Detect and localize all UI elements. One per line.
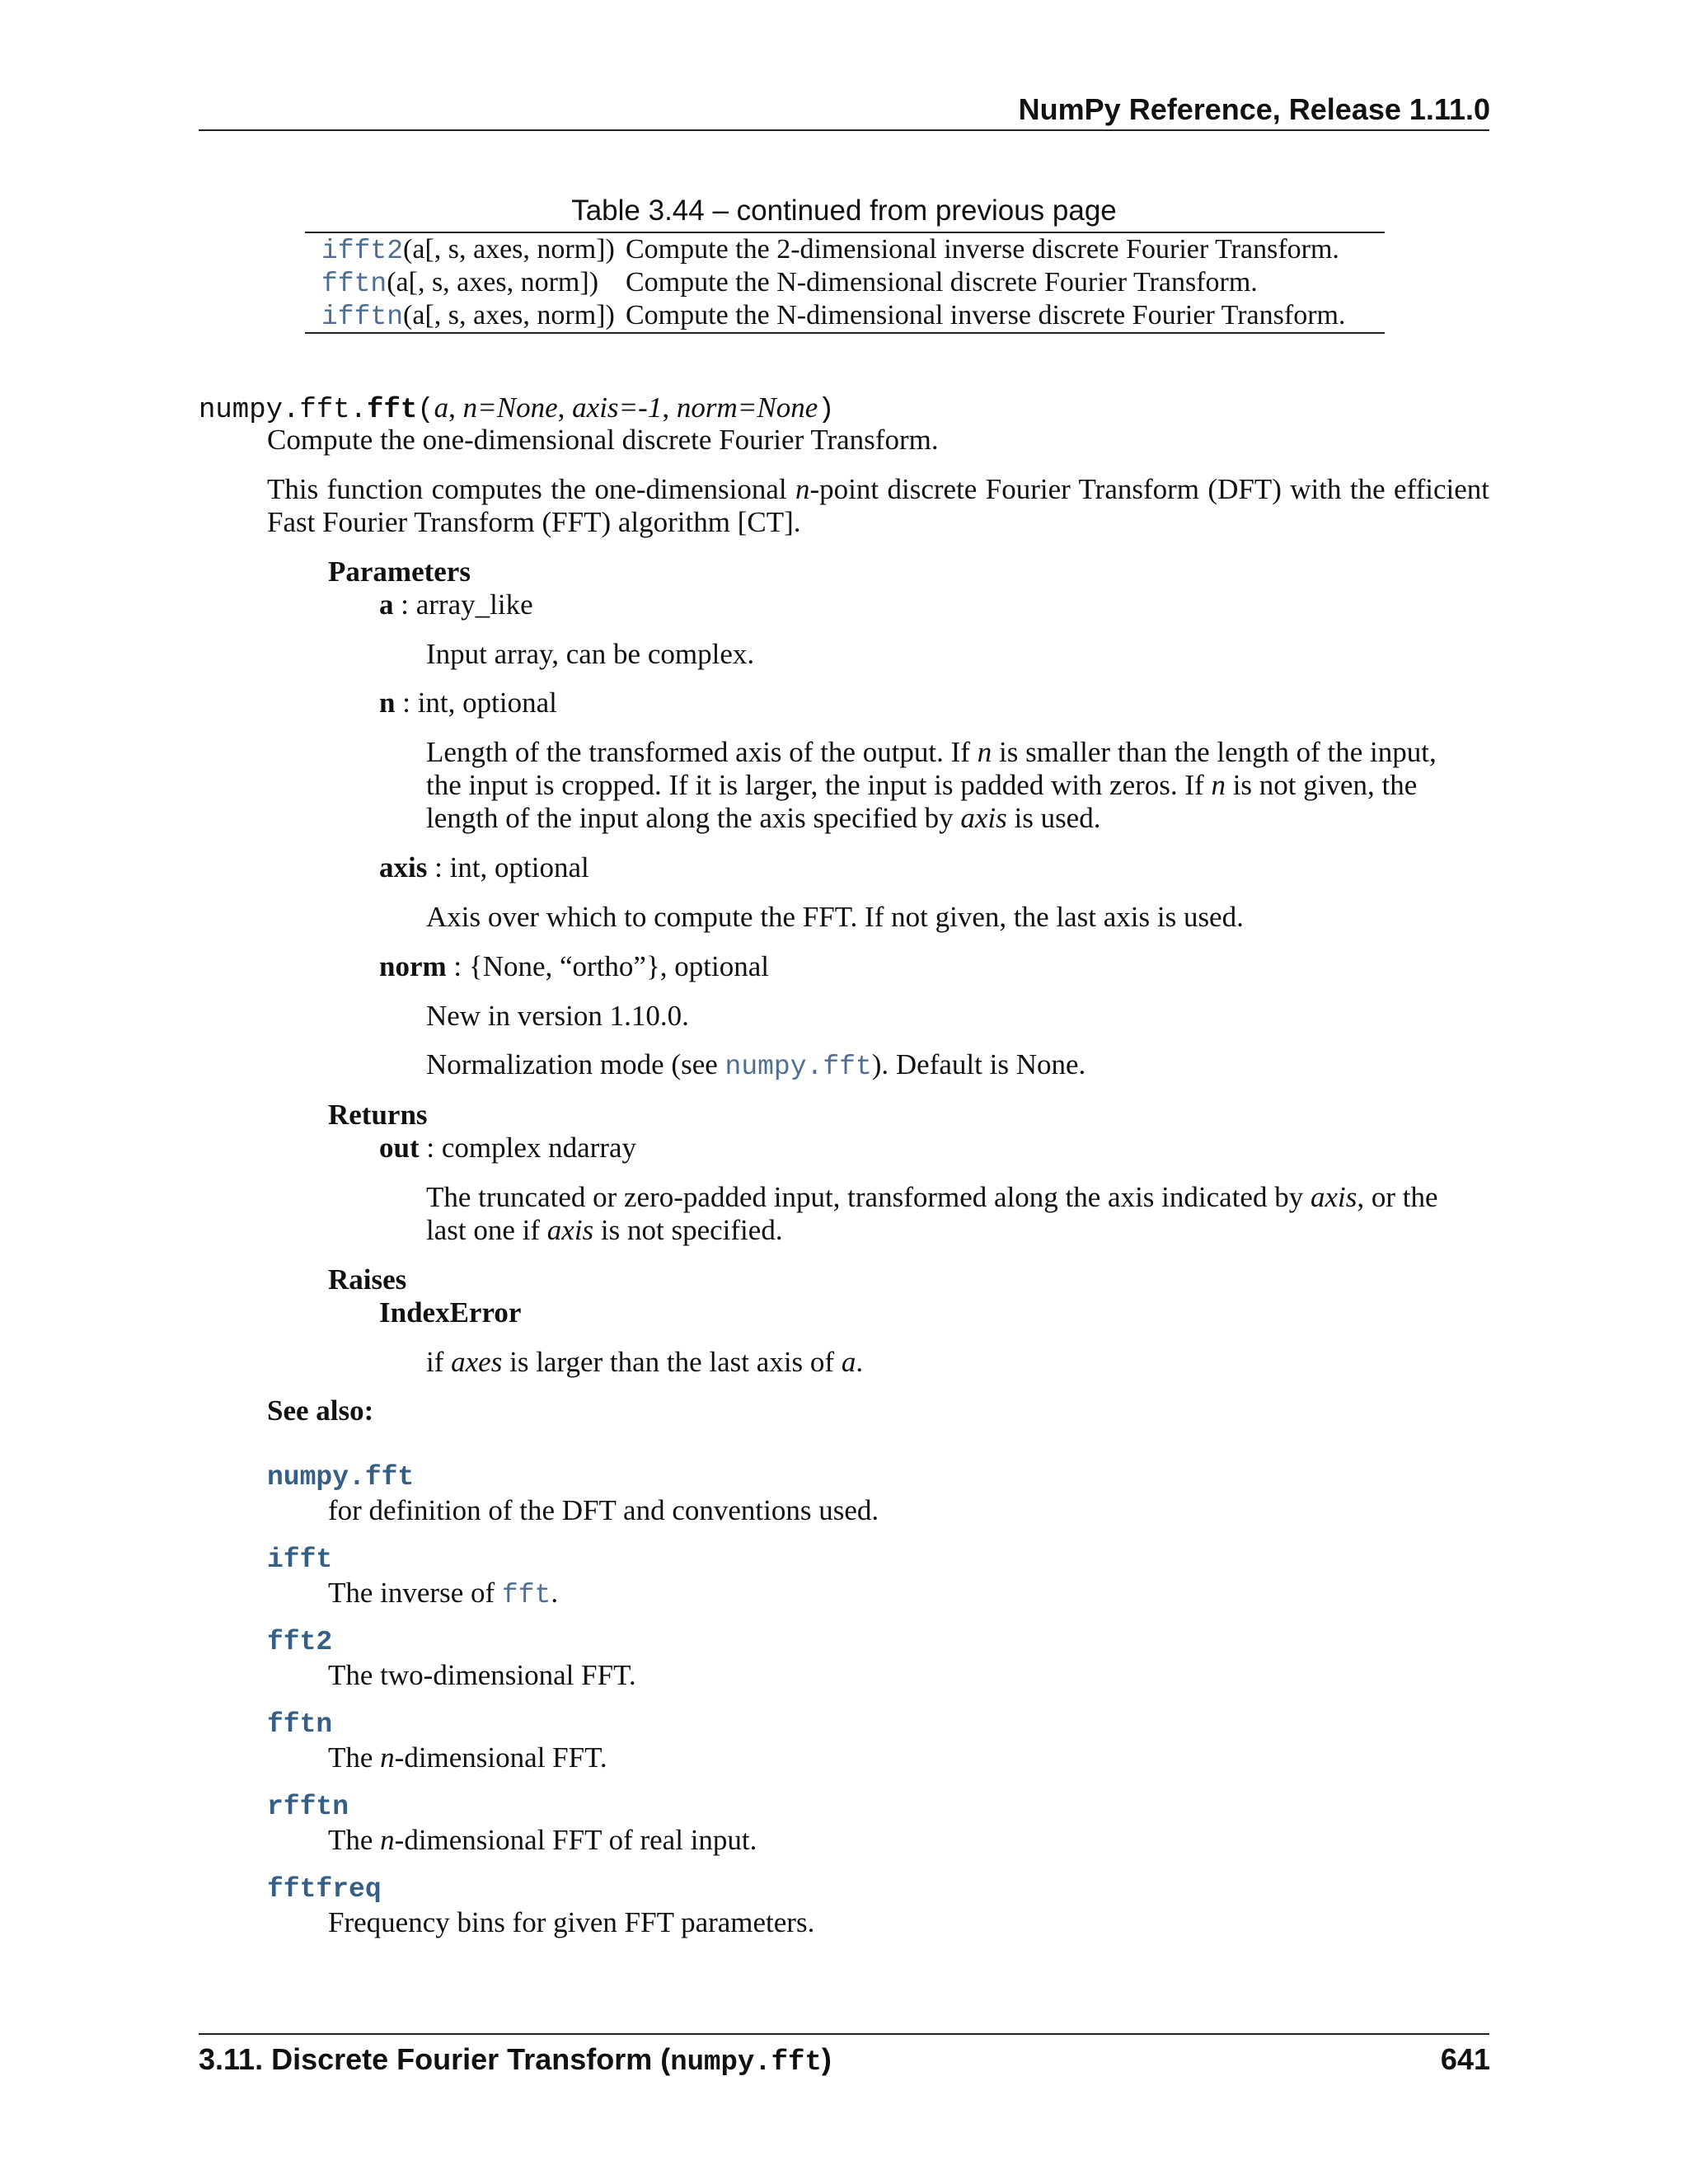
desc-line <box>426 1181 1438 1214</box>
table-cell-function <box>305 266 626 299</box>
desc-text: Normalization mode (see <box>426 1048 725 1080</box>
table-caption: Table 3.44 – continued from previous page <box>571 194 1117 227</box>
param-n-entry <box>379 687 557 719</box>
footer-code: numpy.fft <box>670 2047 822 2079</box>
close-paren: ) <box>818 395 835 426</box>
desc-text: last one if <box>426 1214 547 1246</box>
desc-text: . <box>856 1346 864 1378</box>
table-cell-function <box>305 233 626 266</box>
desc-text: This function computes the one-dimensional <box>267 473 796 505</box>
function-args: (a[, s, axes, norm]) <box>387 267 599 298</box>
header-rule <box>199 129 1489 131</box>
return-type: complex ndarray <box>441 1132 637 1164</box>
param-type: int, optional <box>417 687 557 719</box>
param-n-description <box>426 736 1437 835</box>
see-also-description <box>328 1741 607 1774</box>
exception-description <box>426 1346 863 1379</box>
desc-text: Length of the transformed axis of the output. If <box>426 736 978 768</box>
param-name: n <box>379 687 396 719</box>
page-number: 641 <box>1440 2042 1490 2076</box>
separator: , <box>448 391 463 424</box>
see-also-description <box>328 1824 757 1857</box>
footer-text: ) <box>821 2042 832 2076</box>
desc-text: The <box>328 1741 381 1774</box>
desc-text: if <box>426 1346 452 1378</box>
param-type: {None, “ortho”}, optional <box>468 950 769 982</box>
see-also-rfftn-link[interactable]: rfftn <box>267 1792 349 1822</box>
desc-text: length of the input along the axis specified by <box>426 802 961 834</box>
desc-line <box>426 769 1437 802</box>
param-type: int, optional <box>449 851 589 883</box>
see-also-heading: See also: <box>267 1394 374 1427</box>
param-name: norm <box>379 950 447 982</box>
separator: , <box>662 391 677 424</box>
desc-line <box>426 802 1437 835</box>
table-cell-description: Compute the N-dimensional discrete Fourier Transform. <box>626 267 1258 298</box>
function-module: numpy.fft. <box>199 395 368 426</box>
function-args: (a[, s, axes, norm]) <box>403 300 615 330</box>
desc-var: n <box>1211 769 1226 801</box>
see-also-description: The two-dimensional FFT. <box>328 1659 636 1691</box>
param-a: a <box>434 391 449 424</box>
desc-text: -dimensional FFT. <box>394 1741 607 1774</box>
return-entry <box>379 1132 636 1165</box>
footer-rule <box>199 2033 1489 2035</box>
desc-line <box>426 736 1437 769</box>
desc-text: , or the <box>1357 1181 1438 1213</box>
table-row <box>305 299 1385 332</box>
function-name: fft <box>367 395 418 426</box>
param-name: a <box>379 588 394 621</box>
table-cell-function <box>305 299 626 332</box>
see-also-description: Frequency bins for given FFT parameters. <box>328 1906 815 1938</box>
fft-link[interactable]: fft <box>501 1580 551 1610</box>
param-axis-description: Axis over which to compute the FFT. If not given, the last axis is used. <box>426 901 1244 933</box>
desc-text: -dimensional FFT of real input. <box>394 1824 757 1856</box>
function-link[interactable]: ifft2 <box>321 236 404 266</box>
running-header: NumPy Reference, Release 1.11.0 <box>1018 92 1490 126</box>
function-link[interactable]: fftn <box>321 269 387 299</box>
function-summary: Compute the one-dimensional discrete Fourier Transform. <box>267 424 939 456</box>
desc-text: the input is cropped. If it is larger, the input is padded with zeros. If <box>426 769 1212 801</box>
table-row <box>305 266 1385 299</box>
see-also-fftn-link[interactable]: fftn <box>267 1709 333 1740</box>
open-paren: ( <box>417 395 434 426</box>
param-n: n=None <box>462 391 558 424</box>
desc-var-n: n <box>795 473 810 505</box>
returns-heading: Returns <box>328 1099 428 1131</box>
desc-text: ). Default is None. <box>871 1048 1086 1080</box>
param-norm-entry <box>379 950 769 983</box>
version-note: New in version 1.10.0. <box>426 1000 689 1032</box>
return-name: out <box>379 1132 420 1164</box>
see-also-description: for definition of the DFT and conventions used. <box>328 1494 879 1526</box>
desc-var: axis <box>960 802 1007 834</box>
param-colon: : <box>395 687 418 719</box>
param-colon: : <box>446 950 469 982</box>
desc-text: is used. <box>1006 802 1101 834</box>
separator: , <box>557 391 573 424</box>
param-type: array_like <box>415 588 533 621</box>
param-axis: axis=-1 <box>572 391 663 424</box>
desc-var: axis <box>546 1214 594 1246</box>
param-a-description: Input array, can be complex. <box>426 638 755 670</box>
function-link[interactable]: ifftn <box>321 302 404 332</box>
footer-section-title <box>199 2042 832 2079</box>
see-also-ifft-link[interactable]: ifft <box>267 1544 333 1575</box>
numpy-fft-link[interactable]: numpy.fft <box>724 1052 872 1082</box>
desc-text: . <box>551 1577 559 1609</box>
raises-heading: Raises <box>328 1263 407 1296</box>
param-norm-description <box>426 1048 1085 1084</box>
param-name: axis <box>379 851 428 883</box>
desc-text: -point discrete Fourier Transform (DFT) with the efficient Fast Fourier Transform (FFT) algorithm [CT]. <box>267 473 1489 538</box>
desc-text: The <box>328 1824 381 1856</box>
desc-line <box>426 1214 1438 1247</box>
desc-var: axis <box>1310 1181 1357 1213</box>
desc-text: is larger than the last axis of <box>502 1346 842 1378</box>
desc-text: is smaller than the length of the input, <box>992 736 1437 768</box>
param-axis-entry <box>379 851 589 884</box>
param-colon: : <box>393 588 416 621</box>
desc-var: n <box>380 1741 395 1774</box>
return-description <box>426 1181 1438 1247</box>
function-description <box>267 473 1489 539</box>
param-norm: norm=None <box>676 391 818 424</box>
desc-text: is not specified. <box>593 1214 783 1246</box>
see-also-fft2-link[interactable]: fft2 <box>267 1627 333 1657</box>
desc-var: a <box>841 1346 856 1378</box>
footer-text: 3.11. Discrete Fourier Transform ( <box>199 2042 671 2076</box>
param-colon: : <box>427 851 450 883</box>
see-also-fftfreq-link[interactable]: fftfreq <box>267 1874 382 1905</box>
see-also-numpy-fft-link[interactable]: numpy.fft <box>267 1462 415 1493</box>
desc-var: n <box>380 1824 395 1856</box>
desc-text: The truncated or zero-padded input, transformed along the axis indicated by <box>426 1181 1311 1213</box>
desc-var: axes <box>451 1346 503 1378</box>
desc-text: is not given, the <box>1225 769 1418 801</box>
see-also-description <box>328 1577 558 1610</box>
table-cell-description: Compute the 2-dimensional inverse discrete Fourier Transform. <box>626 234 1339 265</box>
table-cell-description: Compute the N-dimensional inverse discrete Fourier Transform. <box>626 300 1346 330</box>
param-a-entry <box>379 588 533 621</box>
parameters-heading: Parameters <box>328 555 471 588</box>
function-table <box>305 232 1385 334</box>
exception-name: IndexError <box>379 1296 522 1329</box>
desc-var: n <box>977 736 992 768</box>
desc-text: The inverse of <box>328 1577 502 1609</box>
function-signature <box>199 391 835 426</box>
table-row <box>305 233 1385 266</box>
param-colon: : <box>419 1132 442 1164</box>
function-args: (a[, s, axes, norm]) <box>403 234 615 265</box>
